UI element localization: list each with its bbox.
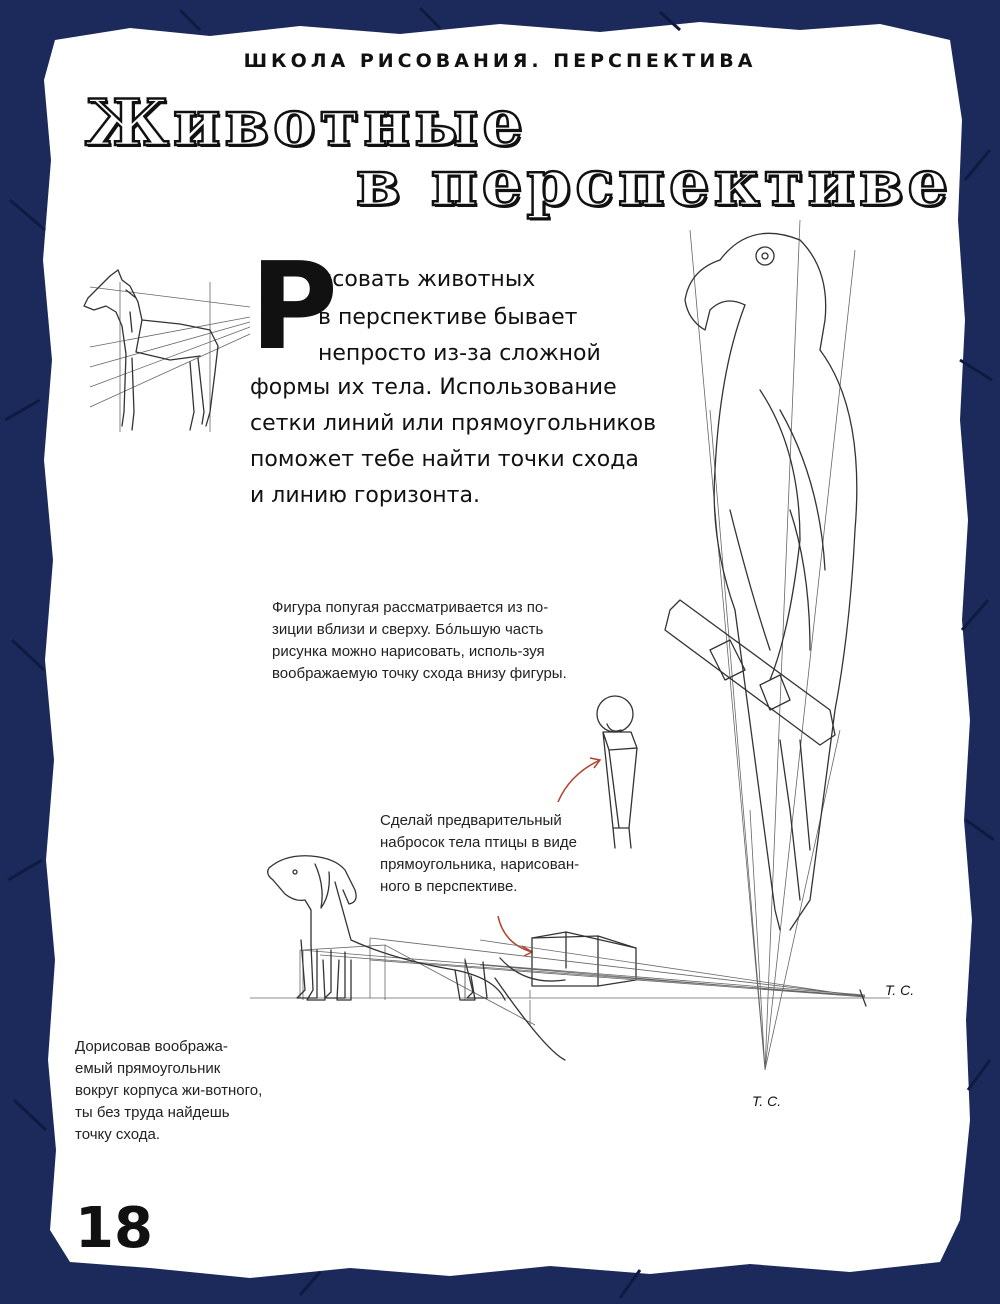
intro-drop-cap: Р (250, 238, 338, 377)
caption-box: Сделай предварительный набросок тела птицы в виде прямоугольника, нарисован-ного в перспективе. (380, 812, 580, 895)
vanishing-point-label-parrot: Т. С. (752, 1093, 782, 1109)
intro-line-3: непросто из-за сложной (318, 341, 601, 366)
intro-line-5: сетки линий или прямоугольников (250, 411, 657, 436)
intro-line-7: и линию горизонта. (250, 483, 480, 508)
caption-parrot: Фигура попугая рассматривается из по-зиции вблизи и сверху. Бóльшую часть рисунка можно нарисовать, исполь-зуя воображаемую точку схода внизу фигуры. (272, 599, 567, 682)
intro-line-1: исовать животных (318, 267, 536, 292)
page-number: 18 (75, 1196, 153, 1261)
page-title-line-1: Животные (85, 86, 527, 161)
vanishing-point-label-dog: Т. С. (885, 982, 915, 998)
section-label: ШКОЛА РИСОВАНИЯ. ПЕРСПЕКТИВА (243, 50, 757, 72)
dog-body-sketch (255, 940, 585, 1002)
caption-dog: Дорисовав вообража-емый прямоугольник вокруг корпуса жи-вотного, ты без труда найдешь точку схода. (75, 1038, 263, 1143)
intro-line-6: поможет тебе найти точки схода (250, 447, 639, 472)
intro-line-2: в перспективе бывает (318, 305, 578, 330)
arrow-to-construction (550, 750, 610, 810)
page-title-line-2: в перспективе (356, 146, 953, 221)
horse-sketch (70, 262, 255, 442)
intro-line-4: формы их тела. Использование (250, 375, 617, 400)
